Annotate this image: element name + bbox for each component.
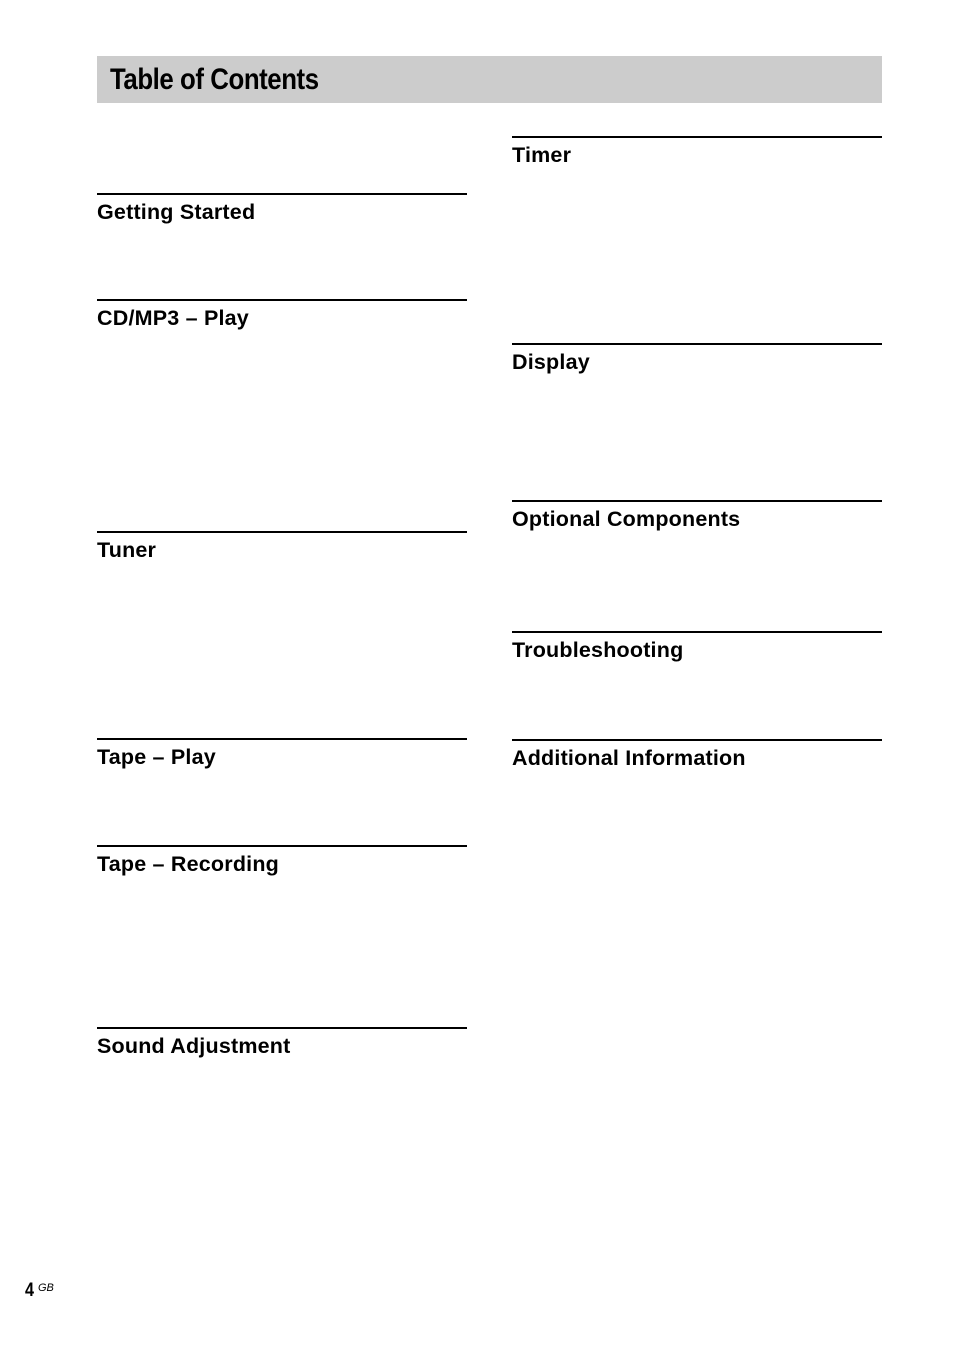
title-bar xyxy=(97,56,882,103)
section-heading[interactable]: Tuner xyxy=(97,538,157,562)
page-title: Table of Contents xyxy=(110,63,319,96)
section-heading[interactable]: Sound Adjustment xyxy=(97,1034,291,1058)
section-heading[interactable]: Troubleshooting xyxy=(512,638,684,662)
section-display xyxy=(512,343,882,375)
section-heading[interactable]: Optional Components xyxy=(512,507,741,531)
section-heading[interactable]: CD/MP3 – Play xyxy=(97,306,249,330)
section-optional-components xyxy=(512,500,882,532)
section-tuner xyxy=(97,531,467,563)
section-sound-adjustment xyxy=(97,1027,467,1059)
section-heading[interactable]: Getting Started xyxy=(97,200,256,224)
section-cd-mp3-play xyxy=(97,299,467,331)
section-timer xyxy=(512,136,882,168)
section-heading[interactable]: Tape – Recording xyxy=(97,852,280,876)
section-heading[interactable]: Timer xyxy=(512,143,572,167)
page-number-suffix: GB xyxy=(38,1282,54,1294)
section-heading[interactable]: Tape – Play xyxy=(97,745,216,769)
section-tape-play xyxy=(97,738,467,770)
section-troubleshooting xyxy=(512,631,882,663)
section-heading[interactable]: Additional Information xyxy=(512,746,746,770)
section-additional-information xyxy=(512,739,882,771)
section-getting-started xyxy=(97,193,467,225)
page-number: 4 xyxy=(25,1280,34,1301)
section-tape-recording xyxy=(97,845,467,877)
section-heading[interactable]: Display xyxy=(512,350,590,374)
